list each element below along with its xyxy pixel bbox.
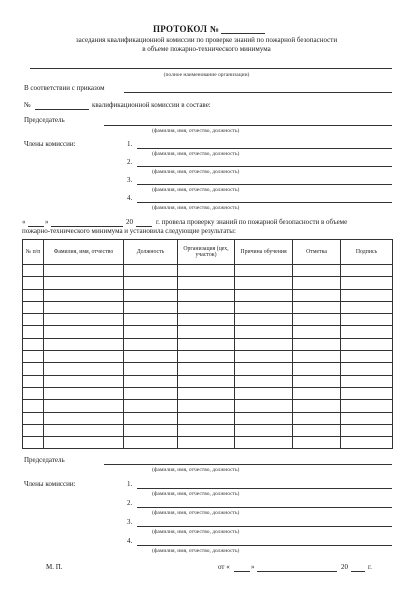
footer-date-mid: » [251,563,255,571]
table-cell[interactable] [23,301,44,313]
table-cell[interactable] [23,265,44,277]
bottom-member-line-4 [137,545,392,546]
commission-composition-label: квалификационной комиссии в составе: [92,101,211,109]
table-cell[interactable] [341,314,393,326]
bottom-chairman-caption: (фамилия, имя, отчество, должность) [152,467,240,473]
member-number-4: 4. [127,194,133,202]
statement-text-1: г. провела проверку знаний по пожарной безопасности в объеме [156,218,348,226]
table-cell[interactable] [44,301,124,313]
table-row [23,437,393,449]
column-header-organization: Организация (цех, участок) [178,240,235,265]
footer-day-line [234,571,250,572]
table-cell[interactable] [235,338,293,350]
members-label: Члены комиссии: [24,140,76,148]
column-header-mark: Отметка [293,240,341,265]
table-cell[interactable] [124,338,178,350]
table-cell[interactable] [293,301,341,313]
footer-year-suffix: г. [368,563,372,571]
order-label: В соответствии с приказом [24,84,105,92]
table-cell[interactable] [178,326,235,338]
table-cell[interactable] [235,326,293,338]
table-cell[interactable] [293,400,341,412]
table-cell[interactable] [341,351,393,363]
table-cell[interactable] [44,338,124,350]
table-cell[interactable] [178,338,235,350]
table-cell[interactable] [44,326,124,338]
table-cell[interactable] [124,437,178,449]
table-cell[interactable] [23,387,44,399]
table-cell[interactable] [235,400,293,412]
protocol-number-line [221,33,265,34]
table-cell[interactable] [293,412,341,424]
table-cell[interactable] [293,338,341,350]
table-row [23,400,393,412]
bottom-member-number-4: 4. [127,537,133,545]
table-cell[interactable] [178,265,235,277]
table-cell[interactable] [341,412,393,424]
table-cell[interactable] [23,424,44,436]
member-caption-1: (фамилия, имя, отчество, должность) [152,151,240,157]
table-cell[interactable] [124,375,178,387]
table-cell[interactable] [235,351,293,363]
protocol-title [153,24,219,34]
results-table-header [23,240,393,265]
bottom-chairman-line [104,464,392,465]
table-cell[interactable] [178,314,235,326]
bottom-member-number-3: 3. [127,518,133,526]
table-cell[interactable] [23,437,44,449]
bottom-member-caption-1: (фамилия, имя, отчество, должность) [152,491,240,497]
table-cell[interactable] [178,363,235,375]
results-table [22,239,393,449]
table-cell[interactable] [341,424,393,436]
table-row [23,387,393,399]
chairman-line [104,125,392,126]
table-cell[interactable] [44,351,124,363]
table-row [23,265,393,277]
table-cell[interactable] [23,338,44,350]
table-cell[interactable] [124,265,178,277]
table-cell[interactable] [178,437,235,449]
bottom-members-label: Члены комиссии: [24,480,76,488]
statement-text-2: пожарно-технического минимума и установила следующие результаты: [22,227,236,235]
table-cell[interactable] [23,400,44,412]
organization-caption: (полное наименование организации) [163,72,250,78]
table-cell[interactable] [235,375,293,387]
table-cell[interactable] [124,351,178,363]
table-cell[interactable] [178,400,235,412]
footer-month-line [257,571,337,572]
table-cell[interactable] [178,412,235,424]
table-cell[interactable] [124,424,178,436]
table-row [23,338,393,350]
table-cell[interactable] [44,314,124,326]
table-cell[interactable] [178,277,235,289]
bottom-member-line-3 [137,526,392,527]
member-number-3: 3. [127,176,133,184]
table-cell[interactable] [235,363,293,375]
table-cell[interactable] [293,351,341,363]
table-cell[interactable] [44,289,124,301]
table-cell[interactable] [178,351,235,363]
footer-year-line [351,571,365,572]
table-cell[interactable] [44,412,124,424]
table-cell[interactable] [178,424,235,436]
bottom-member-line-2 [137,507,392,508]
table-row [23,424,393,436]
table-cell[interactable] [293,375,341,387]
table-cell[interactable] [235,387,293,399]
protocol-subtitle-1: заседания квалификационной комиссии по проверке знаний по пожарной безопасности [75,36,338,44]
table-cell[interactable] [44,277,124,289]
member-caption-4: (фамилия, имя, отчество, должность) [152,205,240,211]
table-cell[interactable] [341,363,393,375]
member-number-1: 1. [127,140,133,148]
table-cell[interactable] [235,437,293,449]
column-header-number: № п/п [23,240,44,265]
table-cell[interactable] [124,277,178,289]
bottom-chairman-label: Председатель [24,456,65,464]
bottom-member-number-1: 1. [127,480,133,488]
table-cell[interactable] [341,338,393,350]
table-cell[interactable] [293,314,341,326]
table-cell[interactable] [341,437,393,449]
member-line-1 [137,148,392,149]
table-cell[interactable] [293,265,341,277]
table-cell[interactable] [341,277,393,289]
bottom-member-caption-3: (фамилия, имя, отчество, должность) [152,529,240,535]
protocol-title-text: ПРОТОКОЛ № [153,24,220,34]
chairman-label: Председатель [24,116,65,124]
table-cell[interactable] [124,363,178,375]
table-cell[interactable] [235,412,293,424]
table-cell[interactable] [293,326,341,338]
order-number-line [35,109,89,110]
footer-year-prefix: 20 [341,563,348,571]
table-cell[interactable] [124,289,178,301]
table-cell[interactable] [23,363,44,375]
table-cell[interactable] [178,289,235,301]
table-cell[interactable] [124,326,178,338]
table-row [23,326,393,338]
table-cell[interactable] [293,277,341,289]
protocol-subtitle-2: в объеме пожарно-технического минимума [142,45,271,53]
table-cell[interactable] [124,387,178,399]
bottom-member-caption-4: (фамилия, имя, отчество, должность) [152,548,240,554]
table-cell[interactable] [235,265,293,277]
statement-date-open: « [22,218,26,226]
table-row [23,375,393,387]
member-line-2 [137,166,392,167]
column-header-fullname: Фамилия, имя, отчество [44,240,124,265]
table-row [23,412,393,424]
table-cell[interactable] [23,326,44,338]
column-header-position: Должность [124,240,178,265]
table-cell[interactable] [178,387,235,399]
table-cell[interactable] [293,387,341,399]
table-cell[interactable] [124,400,178,412]
member-caption-2: (фамилия, имя, отчество, должность) [152,169,240,175]
table-cell[interactable] [23,412,44,424]
table-cell[interactable] [178,301,235,313]
table-cell[interactable] [341,301,393,313]
table-row [23,277,393,289]
table-row [23,351,393,363]
table-cell[interactable] [23,277,44,289]
table-cell[interactable] [124,301,178,313]
table-cell[interactable] [23,314,44,326]
table-row [23,363,393,375]
table-cell[interactable] [23,351,44,363]
bottom-member-caption-2: (фамилия, имя, отчество, должность) [152,510,240,516]
table-cell[interactable] [341,265,393,277]
member-line-4 [137,202,392,203]
table-row [23,289,393,301]
table-cell[interactable] [235,301,293,313]
table-cell[interactable] [23,289,44,301]
table-cell[interactable] [23,375,44,387]
table-cell[interactable] [341,400,393,412]
results-table-body [23,265,393,449]
bottom-member-number-2: 2. [127,499,133,507]
member-caption-3: (фамилия, имя, отчество, должность) [152,187,240,193]
table-cell[interactable] [293,363,341,375]
statement-year-prefix: 20 [126,218,133,226]
member-number-2: 2. [127,158,133,166]
table-row [23,314,393,326]
table-cell[interactable] [235,277,293,289]
table-cell[interactable] [124,412,178,424]
table-cell[interactable] [341,375,393,387]
statement-date-close: » [45,218,49,226]
table-cell[interactable] [235,314,293,326]
table-cell[interactable] [341,289,393,301]
table-cell[interactable] [341,387,393,399]
footer-date-prefix: от « [218,563,230,571]
chairman-caption: (фамилия, имя, отчество, должность) [152,128,240,134]
order-line [124,92,392,93]
table-cell[interactable] [293,437,341,449]
table-cell[interactable] [178,375,235,387]
table-cell[interactable] [44,424,124,436]
table-cell[interactable] [44,265,124,277]
table-cell[interactable] [124,314,178,326]
table-cell[interactable] [44,387,124,399]
table-cell[interactable] [44,363,124,375]
column-header-signature: Подпись [341,240,393,265]
bottom-member-line-1 [137,488,392,489]
table-cell[interactable] [44,400,124,412]
order-number-sign: № [24,101,31,109]
organization-line [30,68,392,69]
table-cell[interactable] [293,424,341,436]
column-header-reason: Причина обучения [235,240,293,265]
table-cell[interactable] [341,326,393,338]
table-cell[interactable] [235,424,293,436]
table-cell[interactable] [44,437,124,449]
table-cell[interactable] [235,289,293,301]
member-line-3 [137,184,392,185]
table-row [23,301,393,313]
table-cell[interactable] [293,289,341,301]
table-cell[interactable] [44,375,124,387]
stamp-placeholder: М. П. [46,563,63,571]
